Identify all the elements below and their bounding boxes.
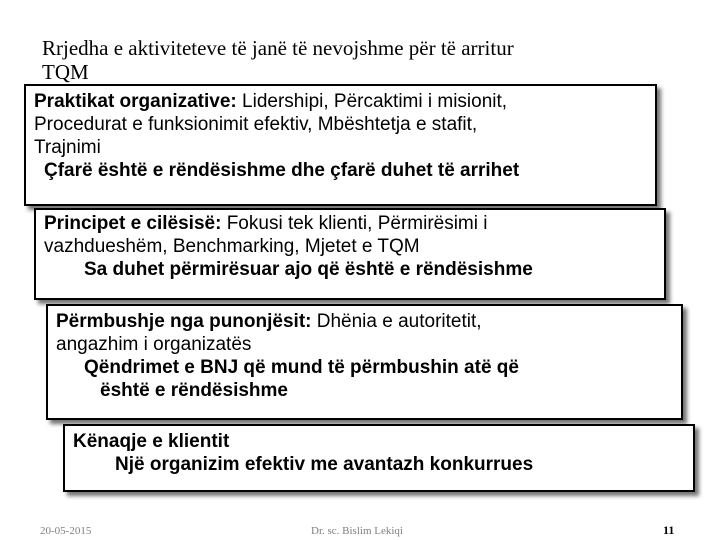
box-text: Lidershipi, Përcaktimi i misionit, (236, 91, 508, 112)
box-employee-fulfillment (46, 304, 683, 420)
title-line-1: Rrjedha e aktiviteteve të janë të nevojshme për të arritur (42, 36, 514, 60)
box-text: Trajnimi (34, 137, 101, 158)
box-label: Përmbushje nga punonjësit: (56, 311, 312, 332)
footer-date: 20-05-2015 (40, 525, 92, 537)
box-customer-satisfaction (63, 424, 695, 492)
box-subtext: Një organizim efektiv me avantazh konkurrues (115, 454, 534, 475)
box-subtext: është e rëndësishme (100, 380, 288, 401)
box-label: Kënaqje e klientit (73, 431, 230, 452)
box-text: Procedurat e funksionimit efektiv, Mbështetja e stafit, (34, 114, 478, 135)
title-line-2: TQM (42, 60, 89, 84)
box-label: Principet e cilësisë: (44, 213, 222, 234)
box-text: vazhdueshëm, Benchmarking, Mjetet e TQM (44, 236, 420, 257)
box-text: angazhim i organizatës (56, 334, 252, 355)
box-text: Fokusi tek klienti, Përmirësimi i (221, 213, 488, 234)
box-quality-principles (34, 208, 666, 300)
box-text: Dhënia e autoritetit, (311, 311, 482, 332)
footer-author: Dr. sc. Bislim Lekiqi (311, 525, 403, 537)
slide-title (42, 36, 682, 84)
page-number: 11 (663, 523, 675, 537)
box-subtext: Qëndrimet e BNJ që mund të përmbushin atë që (84, 357, 519, 378)
box-label: Praktikat organizative: (34, 91, 237, 112)
box-organizational-practices (24, 84, 657, 206)
box-subtext: Çfarë është e rëndësishme dhe çfarë duhet të arrihet (44, 160, 520, 181)
box-subtext: Sa duhet përmirësuar ajo që është e rëndësishme (84, 259, 533, 280)
